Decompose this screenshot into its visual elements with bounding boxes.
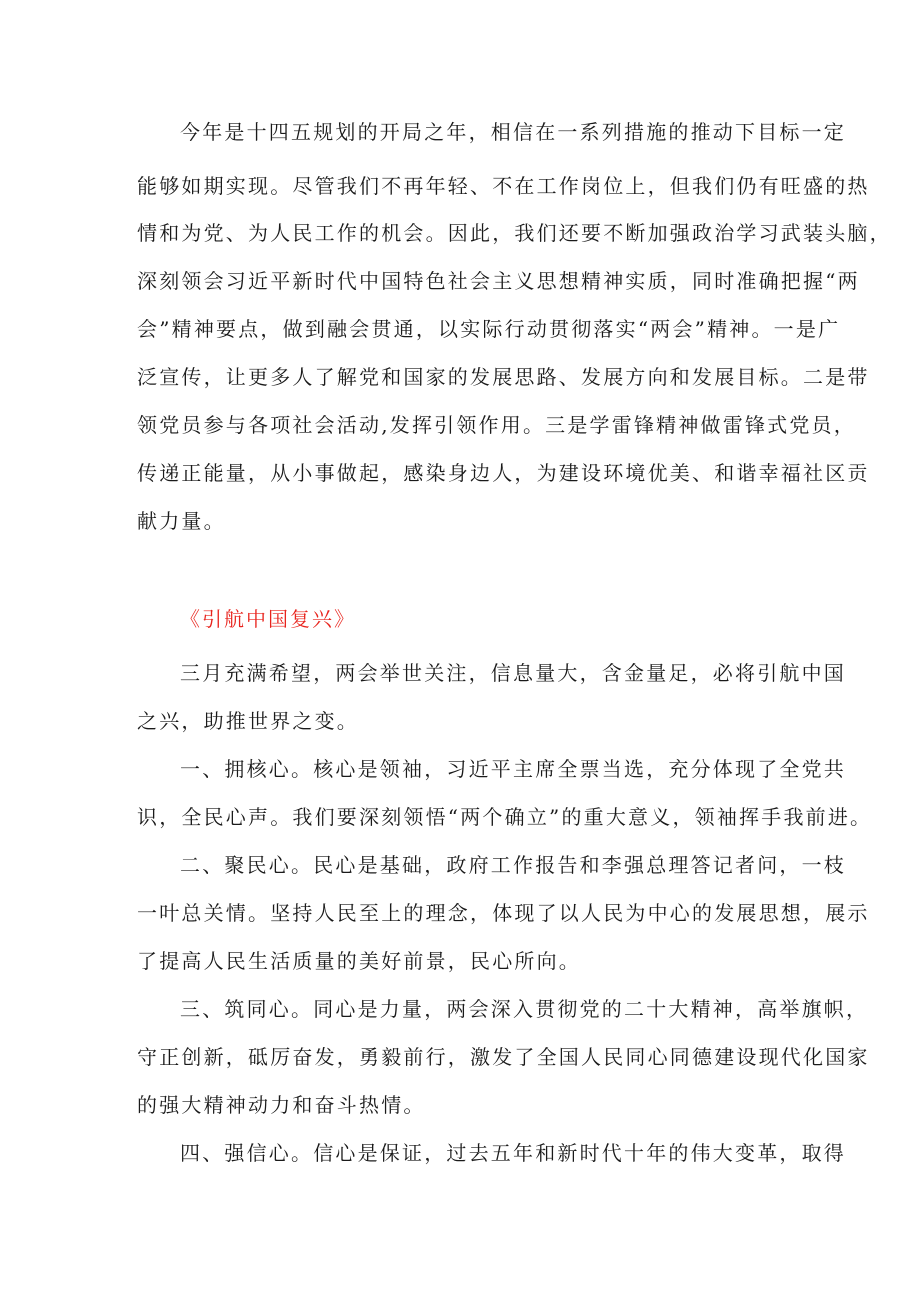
paragraph-line: 了提高人民生活质量的美好前景，民心所向。	[137, 949, 581, 973]
paragraph-line: 一叶总关情。坚持人民至上的理念，体现了以人民为中心的发展思想，展示	[137, 901, 870, 925]
paragraph-line: 献力量。	[137, 509, 226, 533]
paragraph-line: 三月充满希望，两会举世关注，信息量大，含金量足，必将引航中国	[180, 661, 846, 685]
paragraph-line: 传递正能量，从小事做起，感染身边人，为建设环境优美、和谐幸福社区贡	[137, 461, 870, 485]
paragraph-line: 三、筑同心。同心是力量，两会深入贯彻党的二十大精神，高举旗帜，	[180, 997, 869, 1021]
paragraph-line: 的强大精神动力和奋斗热情。	[137, 1093, 426, 1117]
paragraph-line: 四、强信心。信心是保证，过去五年和新时代十年的伟大变革，取得	[180, 1141, 846, 1165]
paragraph-line: 之兴，助推世界之变。	[137, 709, 359, 733]
paragraph-line: 泛宣传，让更多人了解党和国家的发展思路、发展方向和发展目标。二是带	[137, 365, 870, 389]
paragraph-line: 守正创新，砥厉奋发，勇毅前行，激发了全国人民同心同德建设现代化国家	[137, 1045, 870, 1069]
paragraph-line: 一、拥核心。核心是领袖，习近平主席全票当选，充分体现了全党共	[180, 757, 846, 781]
paragraph-line: 二、聚民心。民心是基础，政府工作报告和李强总理答记者问，一枝	[180, 853, 846, 877]
paragraph-line: 识，全民心声。我们要深刻领悟“两个确立”的重大意义，领袖挥手我前进。	[137, 805, 873, 829]
paragraph-line: 情和为党、为人民工作的机会。因此，我们还要不断加强政治学习武装头脑，	[137, 221, 892, 245]
paragraph-line: 今年是十四五规划的开局之年，相信在一系列措施的推动下目标一定	[180, 120, 846, 144]
paragraph-line: 能够如期实现。尽管我们不再年轻、不在工作岗位上，但我们仍有旺盛的热	[137, 174, 870, 198]
paragraph-line: 会”精神要点，做到融会贯通，以实际行动贯彻落实“两会”精神。一是广	[137, 317, 841, 341]
section-title: 《引航中国复兴》	[180, 607, 356, 631]
paragraph-line: 领党员参与各项社会活动,发挥引领作用。三是学雷锋精神做雷锋式党员，	[137, 413, 856, 437]
paragraph-line: 深刻领会习近平新时代中国特色社会主义思想精神实质，同时准确把握“两	[137, 269, 860, 293]
